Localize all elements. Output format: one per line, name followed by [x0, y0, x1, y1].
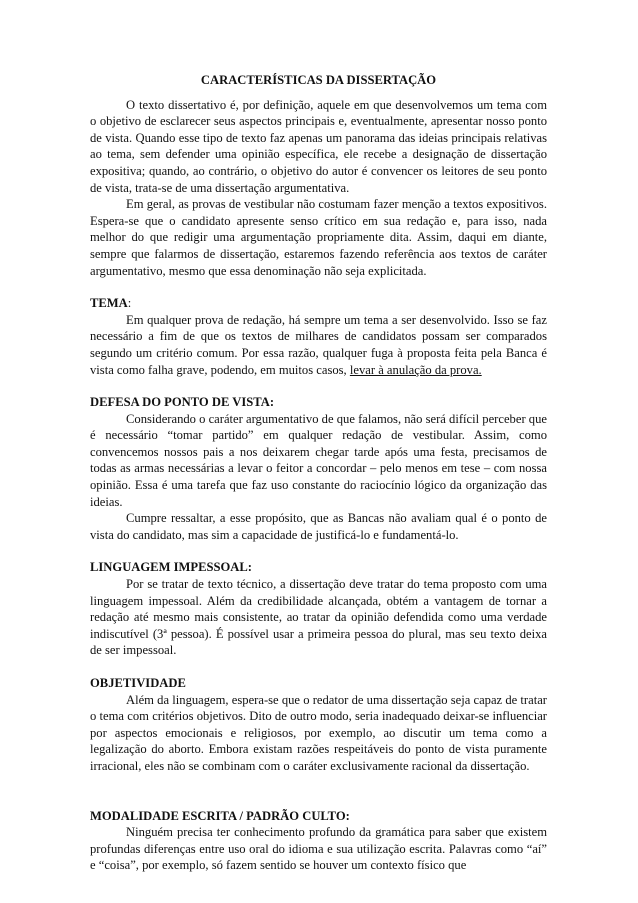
- tema-paragraph: [90, 312, 547, 378]
- tema-heading-text: TEMA: [90, 296, 128, 311]
- modalidade-paragraph: Ninguém precisa ter conhecimento profundo da gramática para saber que existem profundas diferenças entre uso oral do idioma e sua utilização escrita. Palavras como “aí” e “coisa”, por exemplo, só fazem sentido se houver um contexto físico que: [90, 825, 547, 873]
- defesa-paragraph-2: Cumpre ressaltar, a esse propósito, que as Bancas não avaliam qual é o ponto de vista do candidato, mas sim a capacidade de justificá-lo e fundamentá-lo.: [90, 511, 547, 542]
- section-heading-modalidade: MODALIDADE ESCRITA / PADRÃO CULTO:: [90, 808, 350, 823]
- intro-paragraph-2: Em geral, as provas de vestibular não costumam fazer menção a textos expositivos. Espera-se que o candidato apresente senso crítico em sua redação e, para isso, nada melhor do que redigir uma argumentação propriamente dita. Assim, daqui em diante, sempre que falarmos de dissertação, estaremos fazendo referência aos textos de caráter argumentativo, mesmo que essa denominação não seja explicitada.: [90, 197, 547, 278]
- section-defesa: [90, 394, 547, 543]
- tema-heading-colon: :: [127, 296, 132, 311]
- section-linguagem: [90, 559, 547, 659]
- section-tema: [90, 295, 547, 378]
- defesa-paragraph-1: Considerando o caráter argumentativo de que falamos, não será difícil perceber que é necessário “tomar partido” em qualquer redação de vestibular. Assim, como convencemos nossos pais a nos deixarem chegar tarde após uma festa, precisamos de todas as armas necessárias a levar o feitor a concordar – pelo menos em tese – com nossa opinião. Essa é uma tarefa que faz uso constante do raciocínio lógico da organização das ideias.: [90, 411, 547, 509]
- section-objetividade: [90, 675, 547, 775]
- objetividade-paragraph: Além da linguagem, espera-se que o redator de uma dissertação seja capaz de tratar o tema com critérios objetivos. Dito de outro modo, seria inadequado deixar-se influenciar por aspectos emocionais e religiosos, por exemplo, ao discutir um tema como a legalização do aborto. Embora existam razões respeitáveis do ponto de vista puramente irracional, eles não se combinam com o caráter exclusivamente racional da dissertação.: [90, 692, 547, 773]
- intro-paragraph-1: O texto dissertativo é, por definição, aquele em que desenvolvemos um tema com o objetivo de esclarecer seus aspectos principais e, eventualmente, apresentar nosso ponto de vista. Quando esse tipo de texto faz apenas um panorama das ideias principais relativas ao tema, sem defender uma opinião específica, ele recebe a designação de dissertação expositiva; quando, ao contrário, o objetivo do autor é convencer os leitores de seu ponto de vista, trata-se de uma dissertação argumentativa.: [90, 97, 547, 195]
- section-heading-linguagem: LINGUAGEM IMPESSOAL:: [90, 560, 252, 575]
- section-heading-tema: [90, 295, 547, 312]
- linguagem-paragraph: Por se tratar de texto técnico, a dissertação deve tratar do tema proposto com uma linguagem impessoal. Além da credibilidade alcançada, obtém a vantagem de tornar a redação até mesmo mais consistente, ao tratar da opinião defendida como uma verdade indiscutível (3ª pessoa). É possível usar a primeira pessoa do plural, mas seu texto deixa de ser impessoal.: [90, 577, 547, 658]
- section-heading-defesa: DEFESA DO PONTO DE VISTA:: [90, 395, 275, 410]
- section-modalidade: [90, 808, 547, 874]
- tema-underlined-text: levar à anulação da prova.: [349, 362, 482, 377]
- tema-text: Em qualquer prova de redação, há sempre um tema a ser desenvolvido. Isso se faz necessário a fim de que os textos de milhares de candidatos possam ser comparados segundo um critério comum. Por essa razão, qualquer fuga à proposta feita pela Banca é vista como falha grave, podendo, em muitos casos,: [90, 312, 547, 377]
- document-body: [90, 72, 547, 874]
- section-heading-objetividade: OBJETIVIDADE: [90, 676, 186, 690]
- document-title: CARACTERÍSTICAS DA DISSERTAÇÃO: [200, 73, 437, 87]
